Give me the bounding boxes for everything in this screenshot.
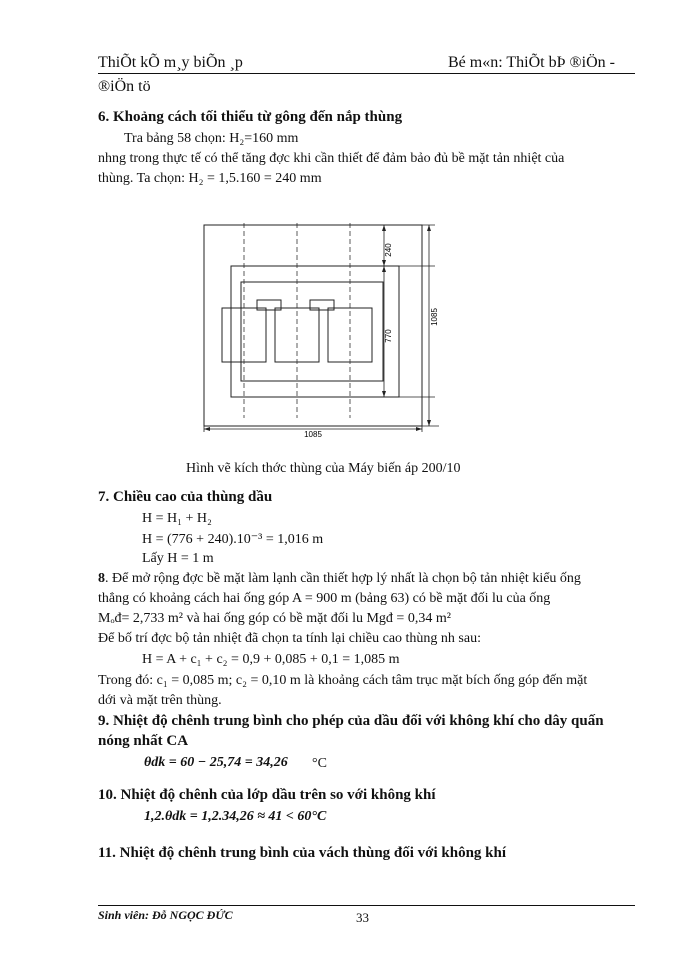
- section-8-line5: Trong đó: c₁ = 0,085 m; c₂ = 0,10 m là khoảng cách tâm trục mặt bích ống góp đến mặt: [98, 673, 588, 688]
- section-7-eq2: H = (776 + 240).10⁻³ = 1,016 m: [142, 532, 324, 547]
- header-left: ThiÕt kÕ m¸y biÕn ¸p: [98, 54, 243, 71]
- section-8-eq: H = A + c₁ + c₂ = 0,9 + 0,085 + 0,1 = 1,085 m: [142, 652, 400, 667]
- core-frame-outer: [231, 266, 399, 397]
- section-8-line3: Mₒđ= 2,733 m² và hai ống góp có bề mặt đối lu Mgđ = 0,34 m²: [98, 611, 451, 626]
- section-7-eq1: H = H₁ + H₂: [142, 511, 212, 526]
- section-11-title: 11. Nhiệt độ chênh trung bình của vách thùng đối với không khí: [98, 845, 507, 861]
- section-10-eq: 1,2.θdk = 1,2.34,26 ≈ 41 < 60°C: [144, 809, 327, 824]
- section-6-line2: nhng trong thực tế có thể tăng đợc khi cần thiết để đảm bảo đủ bề mặt tản nhiệt của: [98, 151, 565, 166]
- footer-rule: [98, 905, 635, 906]
- header-second: ®iÖn tö: [98, 78, 151, 95]
- page-number: 33: [356, 910, 369, 925]
- section-7-title: 7. Chiều cao của thùng dầu: [98, 489, 273, 505]
- tank-dimension-drawing: [195, 218, 455, 440]
- section-8-line1: 8. Để mở rộng đợc bề mặt làm lạnh cần thiết hợp lý nhất là chọn bộ tản nhiệt kiểu ống: [98, 571, 581, 586]
- header-rule: [98, 73, 635, 74]
- section-6-title: 6. Khoảng cách tối thiểu từ gông đến nắp thùng: [98, 109, 403, 125]
- dim-label-240: 240: [384, 243, 393, 257]
- section-7-eq3: Lấy H = 1 m: [142, 551, 214, 566]
- section-6-line3: thùng. Ta chọn: H₂ = 1,5.160 = 240 mm: [98, 171, 322, 186]
- section-8-number: 8: [98, 571, 105, 586]
- section-8-line2: thẳng có khoảng cách hai ống góp A = 900 m (bảng 63) có bề mặt đối lu của ống: [98, 591, 551, 606]
- section-8-line6: dới và mặt trên thùng.: [98, 693, 222, 708]
- section-10-title: 10. Nhiệt độ chênh của lớp dầu trên so với không khí: [98, 787, 436, 803]
- section-9-title-line2: nóng nhất CA: [98, 733, 189, 749]
- core-frame-inner: [241, 282, 383, 381]
- section-6-line1: Tra bảng 58 chọn: H₂=160 mm: [124, 131, 299, 146]
- dim-label-770: 770: [384, 329, 393, 343]
- section-9-eq: θdk = 60 − 25,74 = 34,26: [144, 755, 288, 770]
- section-9-unit: °C: [312, 756, 327, 771]
- dim-label-1085-side: 1085: [430, 308, 439, 326]
- figure-caption: Hình vẽ kích thớc thùng của Máy biến áp 200/10: [186, 461, 461, 476]
- section-8-line4: Để bố trí đợc bộ tản nhiệt đã chọn ta tính lại chiều cao thùng nh sau:: [98, 631, 481, 646]
- section-9-title-line1: 9. Nhiệt độ chênh trung bình cho phép của dầu đối với không khí cho dây quấn: [98, 713, 604, 729]
- dim-label-1085-bottom: 1085: [304, 430, 322, 439]
- header-right: Bé m«n: ThiÕt bÞ ®iÖn -: [448, 54, 615, 71]
- footer-student: Sinh viên: Đỗ NGỌC ĐỨC: [98, 908, 233, 922]
